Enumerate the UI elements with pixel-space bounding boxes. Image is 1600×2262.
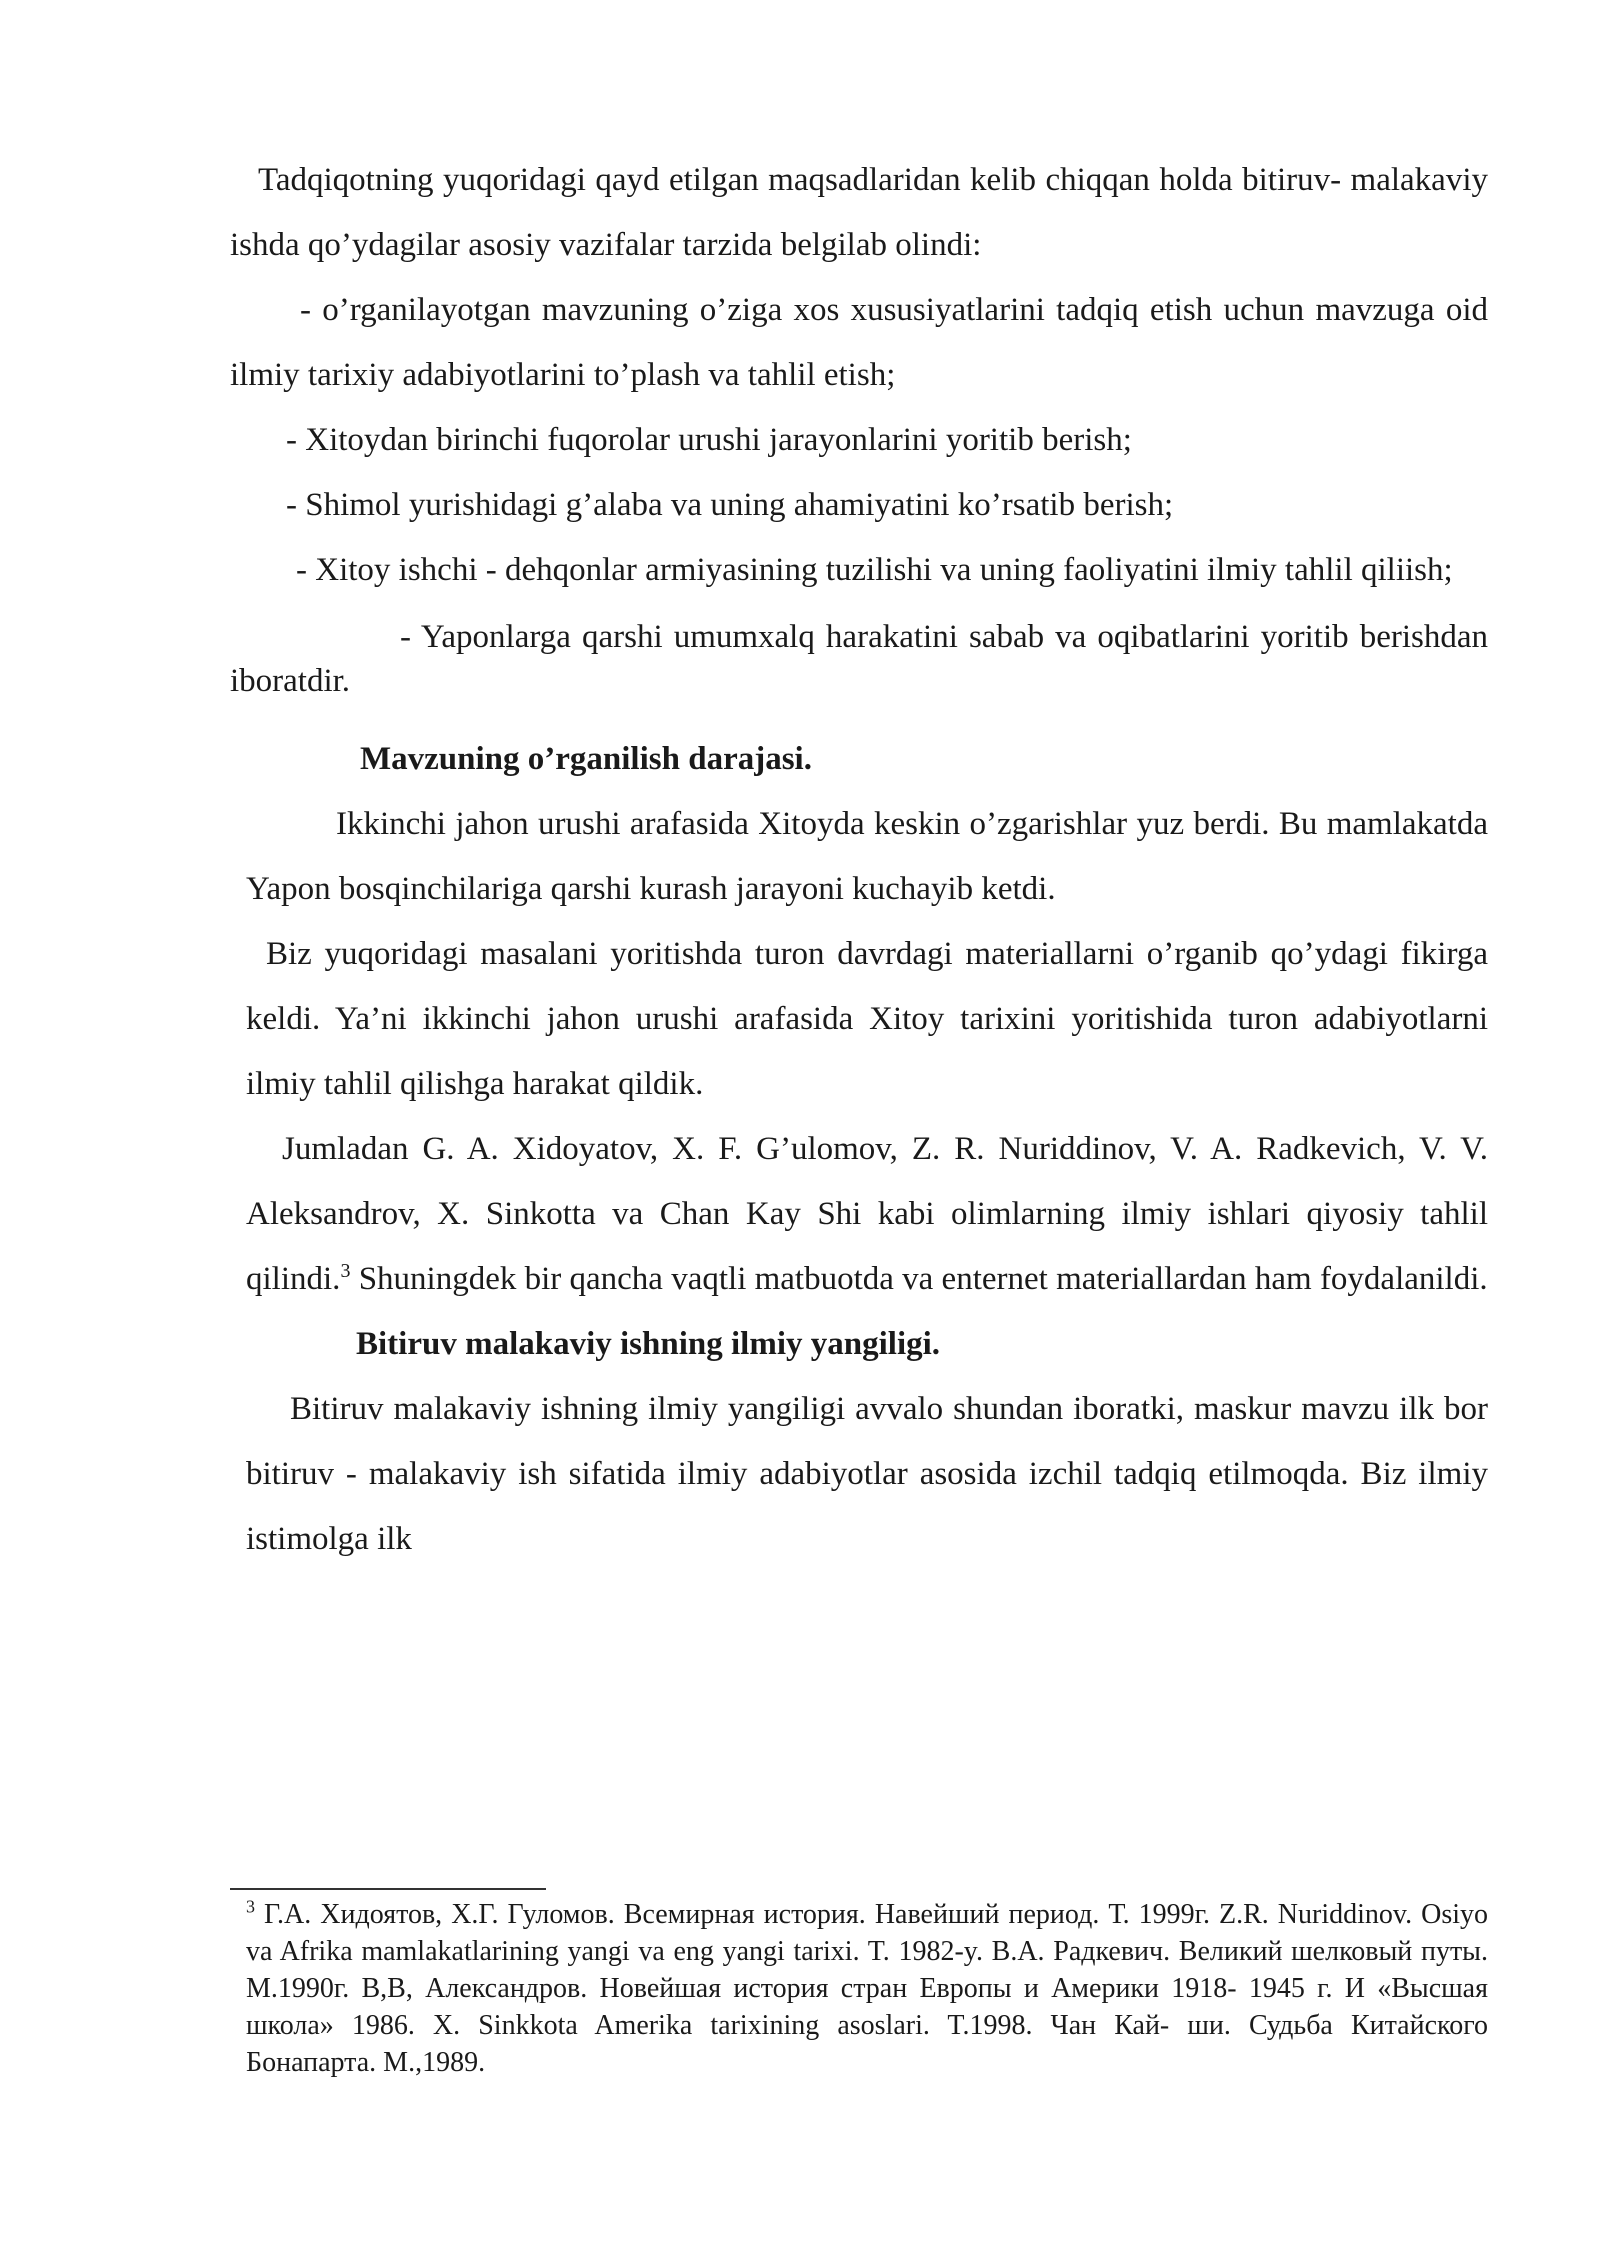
section-study-level: [230, 792, 1488, 1312]
study-level-paragraph-2: Biz yuqoridagi masalani yoritishda turon davrdagi materiallarni o’rganib qo’ydagi fikirga keldi. Ya’ni ikkinchi jahon urushi arafasida Xitoy tarixini yoritishida turon adabiyotlarni ilmiy tahlil qilishga harakat qildik.: [246, 936, 1488, 1102]
study-level-paragraph-1: Ikkinchi jahon urushi arafasida Xitoyda keskin o’zgarishlar yuz berdi. Bu mamlakatda Yapon bosqinchilariga qarshi kurash jarayoni kuchayib ketdi.: [246, 806, 1488, 907]
intro-paragraph: Tadqiqotning yuqoridagi qayd etilgan maqsadlaridan kelib chiqqan holda bitiruv- malakaviy ishda qo’ydagilar asosiy vazifalar tarzida belgilab olindi:: [230, 162, 1488, 263]
section-heading-novelty: Bitiruv malakaviy ishning ilmiy yangiligi.: [356, 1326, 941, 1362]
footnote-reference[interactable]: 3: [340, 1260, 351, 1282]
task-item-3: - Shimol yurishidagi g’alaba va uning ahamiyatini ko’rsatib berish;: [286, 487, 1174, 523]
section-novelty: [230, 1377, 1488, 1572]
novelty-paragraph-1: Bitiruv malakaviy ishning ilmiy yangiligi avvalo shundan iboratki, maskur mavzu ilk bor bitiruv - malakaviy ish sifatida ilmiy adabiyotlar asosida izchil tadqiq etilmoqda. Biz ilmiy istimolga ilk: [246, 1391, 1488, 1557]
task-item-5: - Yaponlarga qarshi umumxalq harakatini sabab va oqibatlarini yoritib berishdan iboratdir.: [230, 619, 1488, 699]
footnote: [246, 1896, 1488, 2081]
section-heading-study-level: Mavzuning o’rganilish darajasi.: [360, 741, 812, 777]
study-level-paragraph-3: [246, 1117, 1488, 1312]
footnote-mark: 3: [246, 1896, 255, 1917]
body-text: [230, 148, 1488, 1572]
footnote-separator: [230, 1888, 546, 1890]
task-item-4: - Xitoy ishchi - dehqonlar armiyasining tuzilishi va uning faoliyatini ilmiy tahlil qiliish;: [296, 552, 1453, 588]
task-item-1: - o’rganilayotgan mavzuning o’ziga xos xususiyatlarini tadqiq etish uchun mavzuga oid ilmiy tarixiy adabiyotlarini to’plash va tahlil etish;: [230, 292, 1488, 393]
study-level-paragraph-3-tail: Shuningdek bir qancha vaqtli matbuotda va enternet materiallardan ham foydalanildi.: [350, 1261, 1488, 1297]
footnote-text: Г.А. Хидоятов, Х.Г. Гуломов. Всемирная история. Навейший период. Т. 1999г. Z.R. Nuriddinov. Osiyo va Afrika mamlakatlarining yangi va eng yangi tarixi. T. 1982-y. В.А. Радкевич. Великий шелковый путы. М.1990г. В,В, Александров. Новейшая история стран Европы и Америки 1918- 1945 г. И «Высшая школа» 1986. X. Sinkkota Amerika tarixining asoslari. T.1998. Чан Кай- ши. Судьба Китайского Бонапарта. М.,1989.: [246, 1899, 1489, 2078]
task-item-2: - Xitoydan birinchi fuqorolar urushi jarayonlarini yoritib berish;: [286, 422, 1132, 458]
study-level-paragraph-3-text: Jumladan G. A. Xidoyatov, X. F. G’ulomov, Z. R. Nuriddinov, V. A. Radkevich, V. V. Aleksandrov, X. Sinkotta va Chan Kay Shi kabi olimlarning ilmiy ishlari qiyosiy tahlil qilindi.: [246, 1131, 1488, 1297]
